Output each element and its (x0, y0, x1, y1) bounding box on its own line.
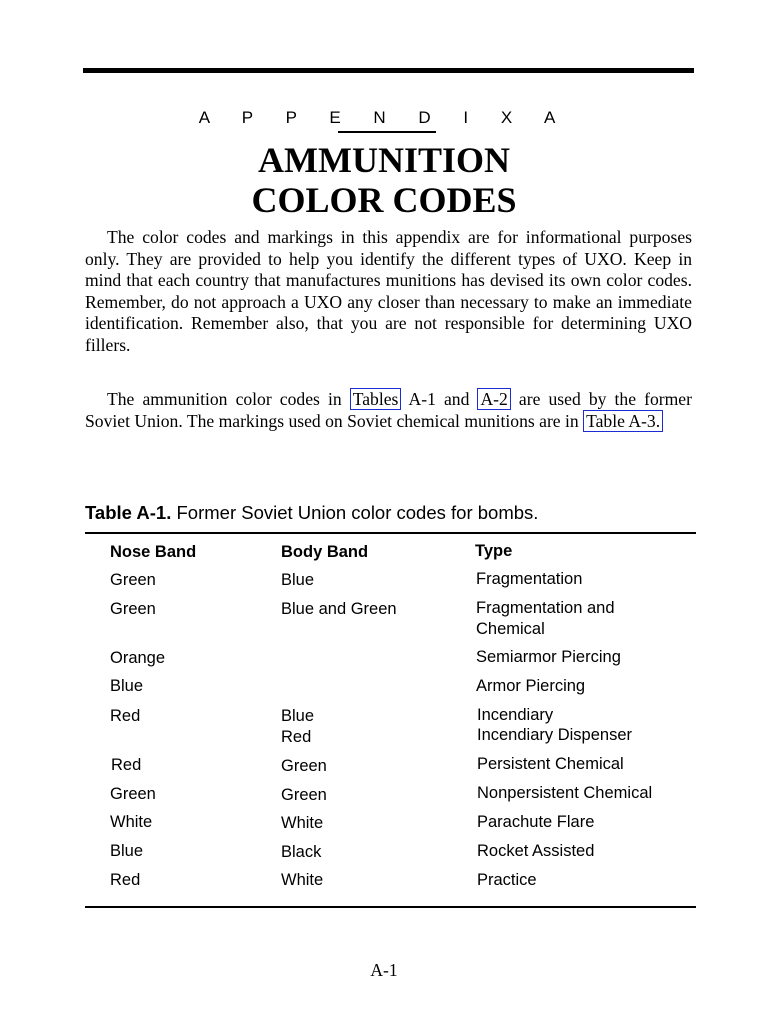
paragraph2-part2: A-1 and (401, 389, 478, 409)
header-body-band: Body Band (281, 543, 369, 561)
cell-nose: Blue (110, 842, 144, 860)
cell-type: Nonpersistent Chemical (477, 784, 653, 802)
cell-type: Rocket Assisted (477, 842, 595, 860)
paragraph2-part3: are used by the former Soviet Union. The markings used on Soviet chemical munitions are in (85, 389, 692, 431)
tables-link[interactable]: Tables (350, 388, 402, 410)
cell-body-line2: Red (281, 728, 312, 746)
table-top-rule (85, 532, 696, 534)
cell-type: Fragmentation and (476, 599, 615, 617)
header-type: Type (475, 542, 513, 560)
appendix-underline (338, 131, 436, 133)
cell-nose: Blue (110, 677, 144, 695)
page-title-line1: AMMUNITION (258, 140, 510, 180)
top-rule (83, 68, 694, 73)
cell-type: Parachute Flare (477, 813, 595, 831)
cell-body: Green (281, 757, 327, 775)
cell-body: Blue and Green (281, 600, 397, 618)
header-nose-band: Nose Band (110, 543, 197, 561)
cell-nose: Red (111, 756, 142, 774)
cell-body: Green (281, 786, 327, 804)
intro-paragraph: The color codes and markings in this appendix are for informational purposes only. They are provided to help you identify the different types of UXO. Keep in mind that each country that manufactures munitions has devised its own color codes. Remember, do not approach a UXO any closer than necessary to make an immediate identification. Remember also, that you are not responsible for determining UXO fillers. (85, 227, 692, 355)
cell-nose: Green (110, 600, 156, 618)
cell-body: Blue (281, 707, 315, 725)
table-caption-label: Table A-1. (85, 502, 172, 523)
cell-nose: Orange (110, 649, 166, 667)
page-number: A-1 (370, 960, 398, 980)
cell-nose: Red (110, 871, 141, 889)
cell-body: Blue (281, 571, 315, 589)
cell-type: Semiarmor Piercing (476, 648, 621, 666)
cell-nose: White (110, 813, 153, 831)
table-caption-text: Former Soviet Union color codes for bombs. (176, 502, 539, 523)
table-bottom-rule (85, 906, 696, 908)
cell-nose: Green (110, 785, 156, 803)
cell-body: White (281, 814, 324, 832)
cell-type: Fragmentation (476, 570, 583, 588)
cell-body: Black (281, 843, 322, 861)
table-a2-link[interactable]: A-2 (477, 388, 510, 410)
table-a3-link[interactable]: Table A-3. (583, 410, 663, 432)
table-caption (85, 502, 538, 524)
cell-nose: Red (110, 707, 141, 725)
page-title-line2: COLOR CODES (251, 180, 517, 220)
cell-type: Persistent Chemical (477, 755, 624, 773)
appendix-label: A P P E N D I X A (198, 108, 570, 127)
cell-type: Incendiary (477, 706, 554, 724)
cell-type-line2: Incendiary Dispenser (477, 726, 632, 744)
cell-type: Practice (477, 871, 537, 889)
tables-paragraph (85, 389, 692, 432)
cell-nose: Green (110, 571, 156, 589)
cell-body: White (281, 871, 324, 889)
cell-type-line2: Chemical (476, 620, 545, 638)
cell-type: Armor Piercing (476, 677, 586, 695)
paragraph2-part1: The ammunition color codes in (107, 389, 350, 409)
